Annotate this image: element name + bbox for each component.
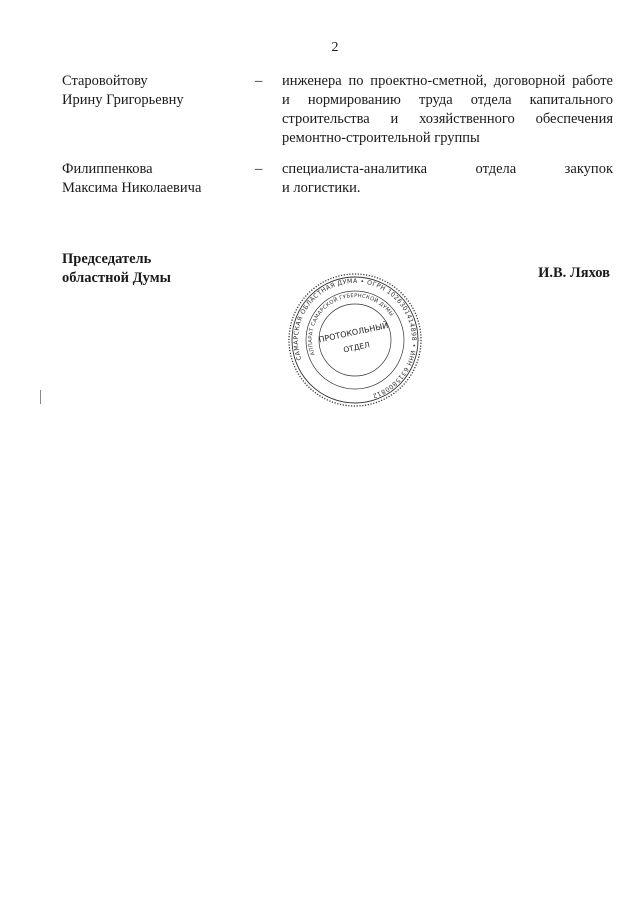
surname: Старовойтову xyxy=(62,73,148,89)
person-name xyxy=(62,72,232,110)
dash: – xyxy=(255,73,263,89)
person-name xyxy=(62,160,232,198)
seal-inner-text: АППАРАТ САМАРСКОЙ ГУБЕРНСКОЙ ДУМЫ xyxy=(307,292,395,356)
signatory-name: И.В. Ляхов xyxy=(538,265,610,281)
description-line: и нормированию труда отдела капитального xyxy=(282,92,613,108)
first-name-patronymic: Ирину Григорьевну xyxy=(62,92,184,108)
first-name-patronymic: Максима Николаевича xyxy=(62,180,202,196)
description-line: ремонтно-строительной группы xyxy=(282,130,480,146)
dash: – xyxy=(255,161,263,177)
surname: Филиппенкова xyxy=(62,161,153,177)
page-number: 2 xyxy=(331,40,339,55)
signatory-title xyxy=(62,250,171,288)
signatory-title-line: Председатель xyxy=(62,251,152,267)
seal-outer-text: САМАРСКАЯ ОБЛАСТНАЯ ДУМА • ОГРН 1026301414898 • ИНН 6315800812 xyxy=(292,277,418,400)
description-line: специалиста-аналитика отдела закупок xyxy=(282,161,613,177)
official-seal xyxy=(285,270,425,410)
position-description xyxy=(282,72,613,148)
description-line: инженера по проектно-сметной, договорной работе xyxy=(282,73,613,89)
description-line: и логистики. xyxy=(282,180,361,196)
position-description xyxy=(282,160,613,198)
signatory-title-line: областной Думы xyxy=(62,270,171,286)
description-line: строительства и хозяйственного обеспечения xyxy=(282,111,613,127)
seal-center-line: ОТДЕЛ xyxy=(342,340,371,355)
scan-mark xyxy=(40,390,41,404)
seal-center-line: ПРОТОКОЛЬНЫЙ xyxy=(317,320,390,345)
